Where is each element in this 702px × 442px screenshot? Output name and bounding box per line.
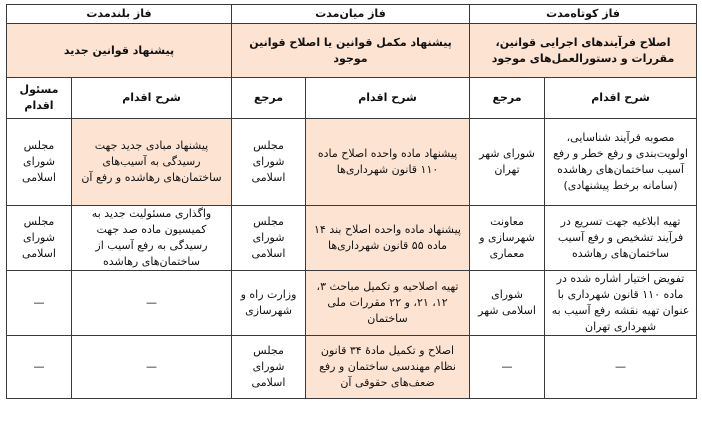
long-responsible-cell: — [7, 336, 72, 399]
short-action-cell: مصوبه فرآیند شناسایی، اولویت‌بندی و رفع خطر و رفع آسیب ساختمان‌های رهاشده (سامانه برخط پیشنهادی) [545, 119, 697, 206]
short-action-cell: — [545, 336, 697, 399]
long-responsible-cell: مجلس شورای اسلامی [7, 119, 72, 206]
table-row [7, 119, 697, 206]
short-action-cell: تفویض اختیار اشاره شده در ماده ۱۱۰ قانون شهرداری با عنوان تهیه نقشه رفع آسیب به شهرداری تهران [545, 271, 697, 336]
long-action-cell: — [72, 336, 232, 399]
reform-table-wrapper [6, 4, 696, 399]
long-action-cell: — [72, 271, 232, 336]
long-responsible-cell: مجلس شورای اسلامی [7, 206, 72, 271]
reform-phases-table [6, 4, 697, 399]
mid-action-cell: تهیه اصلاحیه و تکمیل مباحث ۳، ۱۲، ۲۱، و ۲۲ مقررات ملی ساختمان [306, 271, 470, 336]
col-header-short-reference: مرجع [470, 78, 545, 119]
phase-mid-term: فاز میان‌مدت [232, 5, 470, 24]
mid-reference-cell: وزارت راه و شهرسازی [232, 271, 306, 336]
col-header-mid-action: شرح اقدام [306, 78, 470, 119]
long-responsible-cell: — [7, 271, 72, 336]
short-reference-cell: شورای شهر تهران [470, 119, 545, 206]
col-header-long-action: شرح اقدام [72, 78, 232, 119]
phase-header-row [7, 5, 697, 24]
table-row [7, 336, 697, 399]
col-header-long-responsible: مسئول اقدام [7, 78, 72, 119]
mid-action-cell: اصلاح و تکمیل مادهٔ ۳۴ قانون نظام مهندسی ساختمان و رفع ضعف‌های حقوقی آن [306, 336, 470, 399]
subheading-short-term: اصلاح فرآیندهای اجرایی قوانین، مقررات و دستورالعمل‌های موجود [470, 24, 697, 78]
long-action-cell: پیشنهاد مبادی جدید جهت رسیدگی به آسیب‌های ساختمان‌های رهاشده و رفع آن [72, 119, 232, 206]
mid-action-cell: پیشنهاد ماده واحده اصلاح بند ۱۴ ماده ۵۵ قانون شهرداری‌ها [306, 206, 470, 271]
column-header-row [7, 78, 697, 119]
table-row [7, 206, 697, 271]
short-action-cell: تهیه ابلاغیه جهت تسریع در فرآیند تشخیص و رفع آسیب ساختمان‌های رهاشده [545, 206, 697, 271]
phase-long-term: فاز بلندمدت [7, 5, 232, 24]
short-reference-cell: معاونت شهرسازی و معماری [470, 206, 545, 271]
long-action-cell: واگذاری مسئولیت جدید به کمیسیون ماده صد جهت رسیدگی به رفع آسیب از ساختمان‌های رهاشده [72, 206, 232, 271]
phase-subheading-row [7, 24, 697, 78]
short-reference-cell: — [470, 336, 545, 399]
mid-action-cell: پیشنهاد ماده واحده اصلاح ماده ۱۱۰ قانون شهرداری‌ها [306, 119, 470, 206]
phase-short-term: فاز کوتاه‌مدت [470, 5, 697, 24]
mid-reference-cell: مجلس شورای اسلامی [232, 206, 306, 271]
mid-reference-cell: مجلس شورای اسلامی [232, 119, 306, 206]
mid-reference-cell: مجلس شورای اسلامی [232, 336, 306, 399]
subheading-long-term: پیشنهاد قوانین جدید [7, 24, 232, 78]
table-row [7, 271, 697, 336]
short-reference-cell: شورای اسلامی شهر [470, 271, 545, 336]
col-header-short-action: شرح اقدام [545, 78, 697, 119]
subheading-mid-term: پیشنهاد مکمل قوانین یا اصلاح قوانین موجود [232, 24, 470, 78]
col-header-mid-reference: مرجع [232, 78, 306, 119]
